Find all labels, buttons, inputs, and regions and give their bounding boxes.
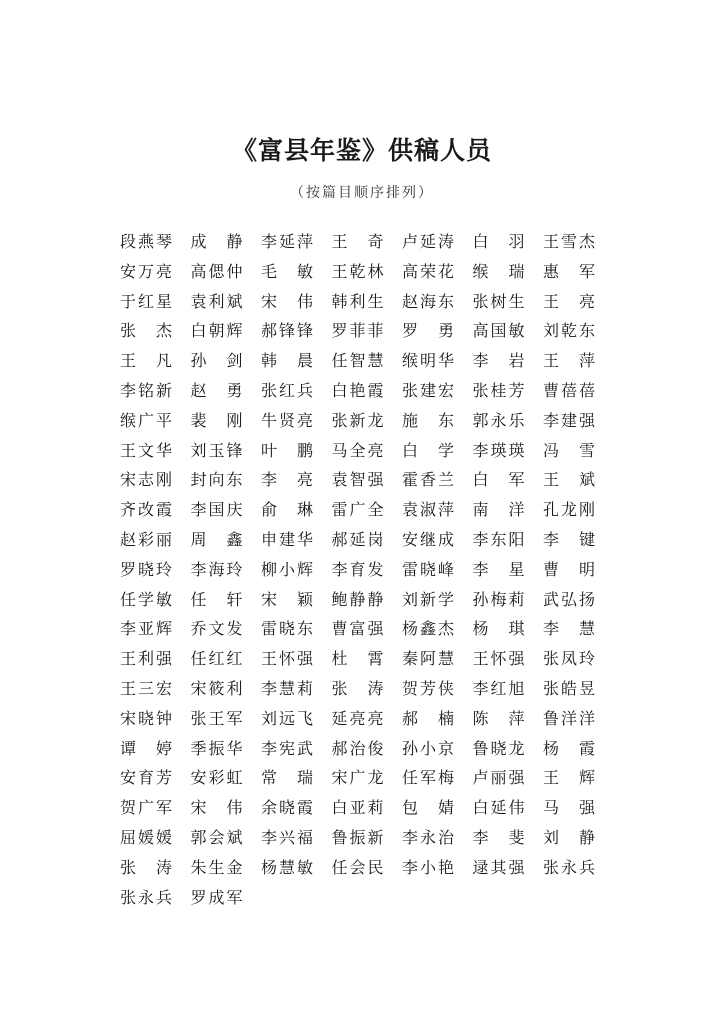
contributor-name: 雷 广 全: [331, 500, 384, 520]
contributor-name: 李 铭 新: [120, 380, 172, 400]
document-subtitle: （按篇目顺序排列）: [290, 185, 434, 201]
contributor-name: 毛 敏: [261, 261, 313, 281]
contributor-name: 白 羽: [472, 232, 525, 251]
contributor-name: 王 斌: [543, 470, 595, 490]
contributor-name: 张 红 兵: [261, 380, 313, 400]
contributor-name: 马 强: [543, 798, 595, 818]
contributor-name: 张 桂 芳: [472, 380, 525, 400]
contributor-name: 罗 勇: [402, 321, 454, 341]
contributor-name: 罗 晓 玲: [120, 559, 172, 579]
contributor-name: 赵 海 东: [402, 291, 454, 311]
contributor-name: 张 杰: [120, 321, 172, 341]
contributor-name: 余 晓 霞: [261, 798, 313, 818]
contributor-name: 李 亚 辉: [120, 619, 172, 639]
contributor-name: 孔 龙 刚: [543, 500, 595, 520]
contributor-name: 赵 彩 丽: [120, 529, 172, 549]
contributor-name: 周 鑫: [190, 529, 243, 549]
contributor-name: 成 静: [190, 232, 243, 251]
contributor-name: 雷 晓 东: [261, 619, 313, 639]
contributor-name: 谭 婷: [120, 738, 172, 758]
contributor-name: 霍 香 兰: [402, 470, 454, 490]
contributor-name: 李 岩: [472, 351, 525, 371]
contributor-name: 俞 琳: [261, 500, 313, 520]
contributor-name: 袁 利 斌: [190, 291, 243, 311]
contributor-name: 王 凡: [120, 351, 172, 371]
contributor-name: 乔 文 发: [190, 619, 243, 639]
contributor-name: 王 辉: [543, 768, 595, 788]
contributor-name: 刘 玉 锋: [190, 440, 243, 460]
contributor-name: 李 东 阳: [472, 529, 525, 549]
contributor-name: 叶 鹏: [261, 440, 313, 460]
contributor-name: 惠 军: [543, 261, 595, 281]
contributor-name: 李 国 庆: [190, 500, 243, 520]
contributor-name: 贺 广 军: [120, 798, 172, 818]
contributor-name: 王 三 宏: [120, 678, 172, 698]
contributor-name: 李 海 玲: [190, 559, 243, 579]
contributor-name: 鲁 振 新: [331, 827, 384, 847]
contributor-name: 张 王 军: [190, 708, 243, 728]
contributor-name: 张 凤 玲: [543, 649, 595, 669]
contributor-name: 李 斐: [472, 827, 525, 847]
contributor-name: 张 皓 昱: [543, 678, 595, 698]
contributor-name: 雷 晓 峰: [402, 559, 454, 579]
contributor-names-grid: [120, 227, 600, 912]
contributor-name: 宋 筱 利: [190, 678, 243, 698]
contributor-name: 李 宪 武: [261, 738, 313, 758]
contributor-name: 封 向 东: [190, 470, 243, 490]
contributor-name: 牛 贤 亮: [261, 410, 313, 430]
contributor-name: 裴 刚: [190, 410, 243, 430]
contributor-name: 孙 剑: [190, 351, 243, 371]
contributor-name: 孙 梅 莉: [472, 589, 525, 609]
contributor-name: 李 红 旭: [472, 678, 525, 698]
contributor-name: 任 轩: [190, 589, 243, 609]
contributor-name: 任 学 敏: [120, 589, 172, 609]
contributor-name: 张 涛: [120, 857, 172, 877]
contributor-name: 宋 晓 钟: [120, 708, 172, 728]
contributor-name: 刘 远 飞: [261, 708, 313, 728]
contributor-name: 卢 丽 强: [472, 768, 525, 788]
contributor-name: 杨 霞: [543, 738, 595, 758]
contributor-name: 曹 明: [543, 559, 595, 579]
contributor-name: 常 瑞: [261, 768, 313, 788]
contributor-name: 张 树 生: [472, 291, 525, 311]
contributor-name: 申 建 华: [261, 529, 313, 549]
contributor-name: 杨 琪: [472, 619, 525, 639]
contributor-name: 李 瑛 瑛: [472, 440, 525, 460]
contributor-name: 孙 小 京: [402, 738, 454, 758]
contributor-name: 缑 明 华: [402, 351, 454, 371]
contributor-name: 任 智 慧: [331, 351, 384, 371]
contributor-name: 白 朝 辉: [190, 321, 243, 341]
contributor-name: 李 星: [472, 559, 525, 579]
contributor-name: 罗 菲 菲: [331, 321, 384, 341]
contributor-name: 鲍 静 静: [331, 589, 384, 609]
contributor-name: 王 萍: [543, 351, 595, 371]
contributor-name: 李 慧 莉: [261, 678, 313, 698]
contributor-name: 延 亮 亮: [331, 708, 384, 728]
contributor-name: 杜 霄: [331, 649, 384, 669]
contributor-name: 杨 慧 敏: [261, 857, 313, 877]
contributor-name: 鲁 晓 龙: [472, 738, 525, 758]
contributor-name: 段 燕 琴: [120, 232, 172, 251]
contributor-name: 宋 广 龙: [331, 768, 384, 788]
contributor-name: 屈 媛 媛: [120, 827, 172, 847]
contributor-name: 王 亮: [543, 291, 595, 311]
contributor-name: 宋 志 刚: [120, 470, 172, 490]
contributor-name: 贺 芳 侠: [402, 678, 454, 698]
contributor-name: 白 延 伟: [472, 798, 525, 818]
contributor-name: 秦 阿 慧: [402, 649, 454, 669]
contributor-name: 张 涛: [331, 678, 384, 698]
contributor-name: 王 雪 杰: [543, 232, 595, 251]
contributor-name: 宋 伟: [190, 798, 243, 818]
contributor-name: 李 慧: [543, 619, 595, 639]
contributor-name: 高 荣 花: [402, 261, 454, 281]
contributor-name: 郭 会 斌: [190, 827, 243, 847]
contributor-name: 赵 勇: [190, 380, 243, 400]
contributor-name: 安 继 成: [402, 529, 454, 549]
contributor-name: 李 亮: [261, 470, 313, 490]
contributor-name: 张 永 兵: [120, 887, 172, 907]
contributor-name: 缑 广 平: [120, 410, 172, 430]
contributor-name: 高 国 敏: [472, 321, 525, 341]
contributor-name: 郝 楠: [402, 708, 454, 728]
contributor-name: 韩 晨: [261, 351, 313, 371]
contributor-name: 陈 萍: [472, 708, 525, 728]
contributor-name: 王 文 华: [120, 440, 172, 460]
contributor-name: 李 兴 福: [261, 827, 313, 847]
contributor-name: 朱 生 金: [190, 857, 243, 877]
contributor-name: 南 洋: [472, 500, 525, 520]
contributor-name: 袁 智 强: [331, 470, 384, 490]
contributor-name: 刘 静: [543, 827, 595, 847]
contributor-name: 齐 改 霞: [120, 500, 172, 520]
contributor-name: 王 奇: [331, 232, 384, 251]
contributor-name: 袁 淑 萍: [402, 500, 454, 520]
contributor-name: 高 偲 仲: [190, 261, 243, 281]
contributor-name: 鲁 洋 洋: [543, 708, 595, 728]
contributor-name: 于 红 星: [120, 291, 172, 311]
contributor-name: 李 建 强: [543, 410, 595, 430]
contributor-name: 任 军 梅: [402, 768, 454, 788]
contributor-name: 曹 蓓 蓓: [543, 380, 595, 400]
contributor-name: 任 会 民: [331, 857, 384, 877]
contributor-name: 王 怀 强: [472, 649, 525, 669]
contributor-name: 季 振 华: [190, 738, 243, 758]
contributor-name: 张 新 龙: [331, 410, 384, 430]
contributor-name: 武 弘 扬: [543, 589, 595, 609]
contributor-name: 宋 伟: [261, 291, 313, 311]
contributor-name: 郝 治 俊: [331, 738, 384, 758]
document-title: 《富县年鉴》供稿人员: [231, 136, 492, 165]
contributor-name: 逯 其 强: [472, 857, 525, 877]
contributor-name: 冯 雪: [543, 440, 595, 460]
contributor-name: 张 建 宏: [402, 380, 454, 400]
contributor-name: 刘 新 学: [402, 589, 454, 609]
contributor-name: 李 键: [543, 529, 595, 549]
contributor-name: 安 彩 虹: [190, 768, 243, 788]
contributor-name: 李 育 发: [331, 559, 384, 579]
contributor-name: 卢 延 涛: [402, 232, 454, 251]
contributor-name: 安 万 亮: [120, 261, 172, 281]
contributor-name: 郭 永 乐: [472, 410, 525, 430]
contributor-name: 李 永 治: [402, 827, 454, 847]
contributor-name: 郝 锋 锋: [261, 321, 313, 341]
contributor-name: 白 亚 莉: [331, 798, 384, 818]
contributor-name: 缑 瑞: [472, 261, 525, 281]
contributor-name: 杨 鑫 杰: [402, 619, 454, 639]
contributor-name: 白 艳 霞: [331, 380, 384, 400]
contributor-name: 王 怀 强: [261, 649, 313, 669]
contributor-name: 王 乾 林: [331, 261, 384, 281]
contributor-name: 罗 成 军: [190, 887, 243, 907]
contributor-name: 韩 利 生: [331, 291, 384, 311]
contributor-name: 郝 延 岗: [331, 529, 384, 549]
contributor-name: 柳 小 辉: [261, 559, 313, 579]
contributor-name: 施 东: [402, 410, 454, 430]
contributor-name: 张 永 兵: [543, 857, 595, 877]
contributor-name: 白 学: [402, 440, 454, 460]
contributor-name: 白 军: [472, 470, 525, 490]
contributor-name: 曹 富 强: [331, 619, 384, 639]
contributor-name: 包 婧: [402, 798, 454, 818]
contributor-name: 李 延 萍: [261, 232, 313, 251]
contributor-name: 马 全 亮: [331, 440, 384, 460]
contributor-name: 任 红 红: [190, 649, 243, 669]
contributor-name: 宋 颖: [261, 589, 313, 609]
contributor-name: 安 育 芳: [120, 768, 172, 788]
contributor-name: 王 利 强: [120, 649, 172, 669]
contributor-name: 李 小 艳: [402, 857, 454, 877]
contributor-name: 刘 乾 东: [543, 321, 595, 341]
